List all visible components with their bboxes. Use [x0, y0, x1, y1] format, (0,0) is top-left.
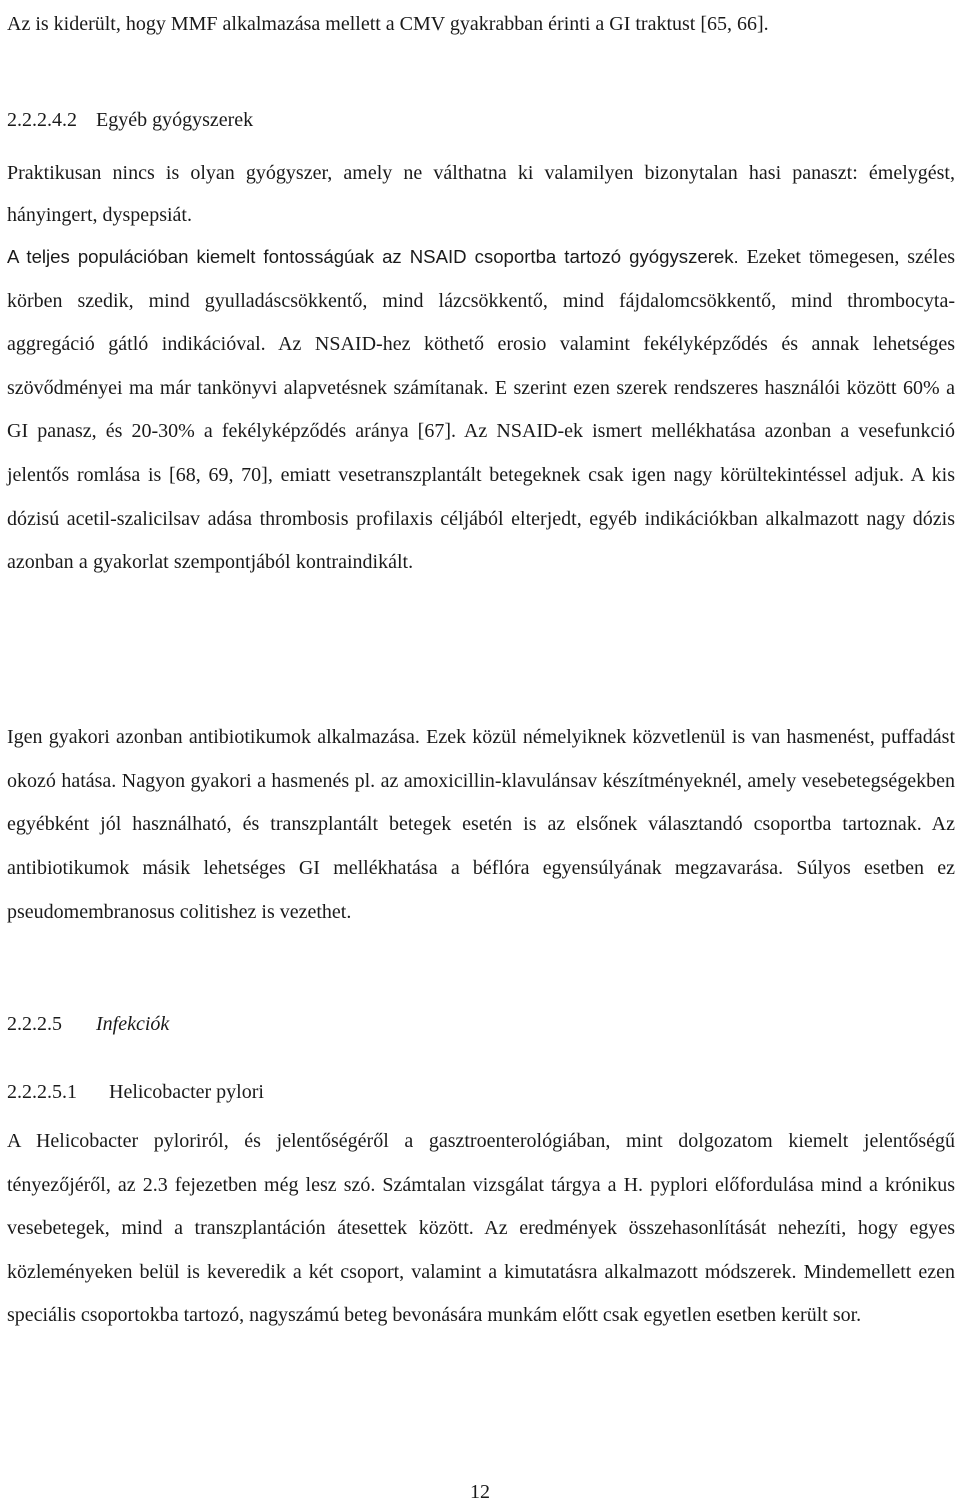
nsaid-paragraph	[7, 235, 955, 585]
section-number: 2.2.2.4.2	[7, 109, 77, 131]
nsaid-paragraph-body: Ezeket tömegesen, széles körben szedik, mind gyulladáscsökkentő, mind lázcsökkentő, mind fájdalomcsökkentő, mind thrombocyta-aggregáció gátló indikációval. Az NSAID-hez köthető erosio valamint fekélyképződés és annak lehetséges szövődményei ma már tankönyvi alapvetésnek számítanak. E szerint ezen szerek rendszeres használói között 60% a GI panasz, és 20-30% a fekélyképződés aránya [67]. Az NSAID-ek ismert mellékhatása azonban a vesefunkció jelentős romlása is [68, 69, 70], emiatt vesetranszplantált betegeknek csak igen nagy körültekintéssel adjuk. A kis dózisú acetil-szalicilsav adása thrombosis profilaxis céljából elterjedt, egyéb indikációkban alkalmazott nagy dózis azonban a gyakorlat szempontjából kontraindikált.	[7, 246, 955, 574]
intro-paragraph: Az is kiderült, hogy MMF alkalmazása mellett a CMV gyakrabban érinti a GI traktust [65, 66].	[7, 13, 769, 35]
section-number: 2.2.2.5.1	[7, 1081, 77, 1103]
section-title: Egyéb gyógyszerek	[96, 109, 254, 131]
antibiotic-paragraph: Igen gyakori azonban antibiotikumok alkalmazása. Ezek közül némelyiknek közvetlenül is van hasmenést, puffadást okozó hatása. Nagyon gyakori a hasmenés pl. az amoxicillin-klavulánsav készítményeknél, amely vesebetegségekben egyébként jól használható, és transzplantált betegek esetén is az elsőnek választandó csoportba tartoznak. Az antibiotikumok másik lehetséges GI mellékhatása a béflóra egyensúlyának megzavarása. Súlyos esetben ez pseudomembranosus colitishez is vezethet.	[7, 726, 955, 923]
section-heading-infections	[7, 1004, 955, 1044]
page-number: 12	[470, 1481, 490, 1503]
nsaid-lead-sentence: A teljes populációban kiemelt fontosságúak az NSAID csoportba tartozó gyógyszerek.	[7, 246, 739, 267]
section-number: 2.2.2.5	[7, 1013, 62, 1035]
section-title: Helicobacter pylori	[109, 1081, 264, 1103]
section-heading-other-drugs	[7, 106, 955, 134]
helicobacter-paragraph: A Helicobacter pyloriról, és jelentőségéről a gasztroenterológiában, mint dolgozatom kiemelt jelentőségű tényezőjéről, az 2.3 fejezetben még lesz szó. Számtalan vizsgálat tárgya a H. pyplori előfordulása mind a krónikus vesebetegek, mind a transzplantáción átesettek között. Az eredmények összehasonlítását nehezíti, hogy egyes közleményeken belül is keveredik a két csoport, valamint a kimutatásra alkalmazott módszerek. Mindemellett ezen speciális csoportokba tartozó, nagyszámú beteg bevonására munkám előtt csak egyetlen esetben került sor.	[7, 1130, 955, 1327]
section-title: Infekciók	[96, 1013, 170, 1035]
section-heading-helicobacter	[7, 1072, 955, 1112]
other-drugs-paragraph: Praktikusan nincs is olyan gyógyszer, amely ne válthatna ki valamilyen bizonytalan hasi panaszt: émelygést, hányingert, dyspepsiát.	[7, 162, 955, 226]
